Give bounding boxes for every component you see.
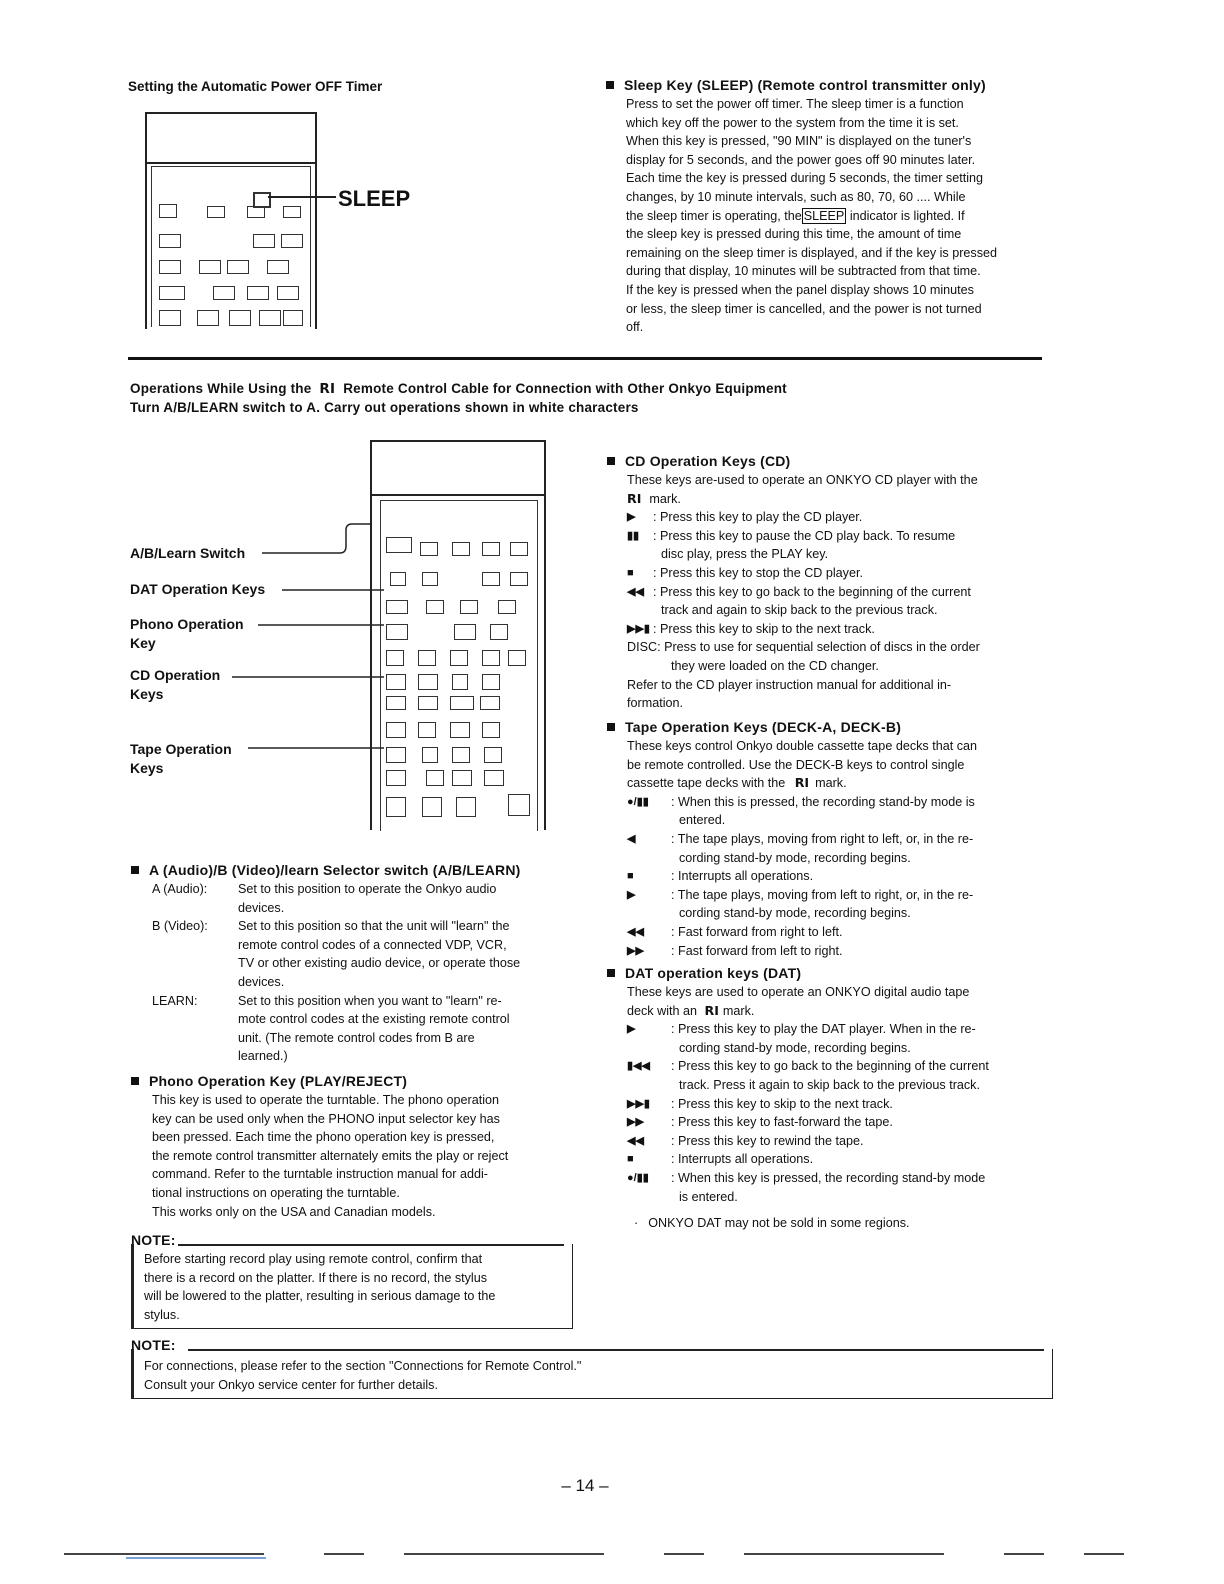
skip-forward-icon: ▶▶▮ <box>627 1097 650 1110</box>
ri-mark-icon: RI <box>319 381 336 397</box>
stop-icon: ■ <box>627 566 634 579</box>
callout-cd-keys: CD Operation Keys <box>130 667 221 702</box>
bullet-square-icon <box>607 723 615 731</box>
ab-learn-section <box>131 861 571 1066</box>
note1-label: NOTE: <box>131 1232 176 1248</box>
ab-learn-heading: A (Audio)/B (Video)/learn Selector switch (A/B/LEARN) <box>149 862 521 878</box>
rewind-icon: ◀◀ <box>627 925 644 938</box>
definition-row: B (Video): Set to this position so that the unit will "learn" the remote control codes of a connected VDP, VCR, TV or other existing audio device, or operate those devices. <box>152 919 521 989</box>
phono-heading: Phono Operation Key (PLAY/REJECT) <box>149 1073 408 1089</box>
sleep-indicator-box: SLEEP <box>803 208 845 223</box>
play-icon: ▶ <box>627 1023 636 1036</box>
rewind-icon: ◀◀ <box>627 1134 644 1147</box>
sleep-callout: SLEEP <box>338 186 411 211</box>
phono-section: Phono Operation Key (PLAY/REJECT) This key is used to operate the turntable. The phono operation key can be used only when the PHONO input selector key has been pressed. Each time the phono operation key is pressed, the remote control transmitter alternately emits the play or reject command. Refer to the turntable instruction manual for addi- tional instructions on operating the turntable. This works only on the USA and Canadian models. <box>131 1072 571 1221</box>
footer-rule <box>64 1553 1124 1555</box>
text-line: remaining on the sleep timer is displayed, and if the key is pressed <box>626 245 998 260</box>
bullet-square-icon <box>131 1077 139 1085</box>
tape-section: Tape Operation Keys (DECK-A, DECK-B) These keys control Onkyo double cassette tape decks that can be remote controlled. Use the DECK-B keys to control single cassette tape decks with the RI mark. ●/▮▮ : When this is pressed, the recording stand-by mode is entered. ◀ : The tape plays, moving from right to left, or, in the re- cording stand-by mode, recording begins. ■ : Interrupts all operations. ▶ : The tape plays, moving from left to right, or, in the re- cording stand-by mode, recording begins. ◀◀ : Fast forward from right to left. ▶▶ : Fast forward from left to right. <box>607 718 1047 960</box>
definition-row: A (Audio): Set to this position to operate the Onkyo audio devices. <box>152 882 497 915</box>
text-line: the sleep key is pressed during this time, the amount of time <box>626 227 962 242</box>
sleep-section <box>606 76 1046 337</box>
callout-dat-keys: DAT Operation Keys <box>130 581 266 597</box>
cd-heading: CD Operation Keys (CD) <box>625 453 791 469</box>
cd-section: CD Operation Keys (CD) These keys are-used to operate an ONKYO CD player with the RI mark. ▶ : Press this key to play the CD player. ▮▮ : Press this key to pause the CD play back. To resume disc play, press the PLAY key. ■ : Press this key to stop the CD player. ◀◀ : Press this key to go back to the beginning of the current track and again to skip back to the previous track. ▶▶▮ : Press this key to skip to the next track. DISC: Press to use for sequential selection of discs in the order they were loaded on the CD changer. Refer to the CD player instruction manual for additional in- formation. <box>607 452 1047 713</box>
dat-section: DAT operation keys (DAT) These keys are used to operate an ONKYO digital audio tape deck with an RI mark. ▶ : Press this key to play the DAT player. When in the re- cording stand-by mode, recording begins. ▮◀◀ : Press this key to go back to the beginning of the current track. Press it again to skip back to the previous track. ▶▶▮ : Press this key to skip to the next track. ▶▶ : Press this key to fast-forward the tape. ◀◀ : Press this key to rewind the tape. ■ : Interrupts all operations. ●/▮▮ : When this key is pressed, the recording stand-by mode is entered. <box>607 964 1047 1206</box>
sleep-heading: Sleep Key (SLEEP) (Remote control transmitter only) <box>624 77 986 93</box>
text-line: changes, by 10 minute intervals, such as 80, 70, 60 .... While <box>626 189 966 204</box>
callout-leader-lines <box>0 0 560 800</box>
record-pause-icon: ●/▮▮ <box>627 795 649 808</box>
text-line: Each time the key is pressed during 5 seconds, the timer setting <box>626 171 984 186</box>
fast-forward-icon: ▶▶ <box>627 1116 644 1129</box>
callout-ab-switch: A/B/Learn Switch <box>130 545 246 561</box>
reverse-play-icon: ◀ <box>627 832 636 845</box>
page-number: – 14 – <box>561 1476 609 1495</box>
ri-mark-icon: RI <box>794 775 810 791</box>
ri-mark-icon: RI <box>704 1002 719 1018</box>
bullet-square-icon <box>131 866 139 874</box>
stop-icon: ■ <box>627 870 634 883</box>
text-line: Press to set the power off timer. The sleep timer is a function <box>626 97 964 111</box>
play-icon: ▶ <box>627 888 636 901</box>
play-icon: ▶ <box>627 511 636 524</box>
ri-mark-icon: RI <box>627 490 642 506</box>
ri-section-subtitle: Turn A/B/LEARN switch to A. Carry out operations shown in white characters <box>130 400 639 415</box>
definition-row: LEARN: Set to this position when you want to "learn" re- mote control codes at the existing remote control unit. (The remote control codes from B are learned.) <box>152 993 510 1064</box>
dat-footnote: · ONKYO DAT may not be sold in some regions. <box>634 1216 910 1230</box>
text-line: off. <box>626 320 644 335</box>
text-line: during that display, 10 minutes will be subtracted from that time. <box>626 264 981 279</box>
tape-heading: Tape Operation Keys (DECK-A, DECK-B) <box>625 719 902 735</box>
skip-back-icon: ▮◀◀ <box>627 1060 650 1073</box>
dat-heading: DAT operation keys (DAT) <box>625 965 802 981</box>
note1-box: Before starting record play using remote control, confirm that there is a record on the platter. If there is no record, the stylus will be lowered to the platter, resulting in serious damage to the stylus. <box>131 1244 573 1329</box>
pause-icon: ▮▮ <box>627 529 640 542</box>
timer-heading: Setting the Automatic Power OFF Timer <box>128 79 383 94</box>
bullet-square-icon <box>607 457 615 465</box>
skip-back-icon: ◀◀ <box>627 585 644 598</box>
text-line: If the key is pressed when the panel display shows 10 minutes <box>626 282 974 297</box>
skip-forward-icon: ▶▶▮ <box>627 622 650 635</box>
ri-section-title: Operations While Using the RI Remote Control Cable for Connection with Other Onkyo Equipment <box>130 381 787 397</box>
text-line: or less, the sleep timer is cancelled, and the power is not turned <box>626 301 982 316</box>
note2-label: NOTE: <box>131 1337 176 1353</box>
note2-box: For connections, please refer to the section "Connections for Remote Control." Consult your Onkyo service center for further details. <box>131 1349 1053 1399</box>
text-line: When this key is pressed, "90 MIN" is displayed on the tuner's <box>626 134 972 149</box>
text-line: which key off the power to the system from the time it is set. <box>626 115 959 130</box>
bullet-square-icon <box>606 81 614 89</box>
text-line: the sleep timer is operating, the SLEEP indicator is lighted. If <box>626 208 965 223</box>
fast-forward-icon: ▶▶ <box>627 944 644 957</box>
stop-icon: ■ <box>627 1153 634 1166</box>
footer-accent <box>126 1557 266 1559</box>
callout-tape-keys: Tape Operation Keys <box>130 741 232 776</box>
record-pause-icon: ●/▮▮ <box>627 1171 649 1184</box>
callout-phono-key: Phono Operation Key <box>130 616 244 651</box>
text-line: display for 5 seconds, and the power goes off 90 minutes later. <box>626 152 976 167</box>
bullet-square-icon <box>607 969 615 977</box>
